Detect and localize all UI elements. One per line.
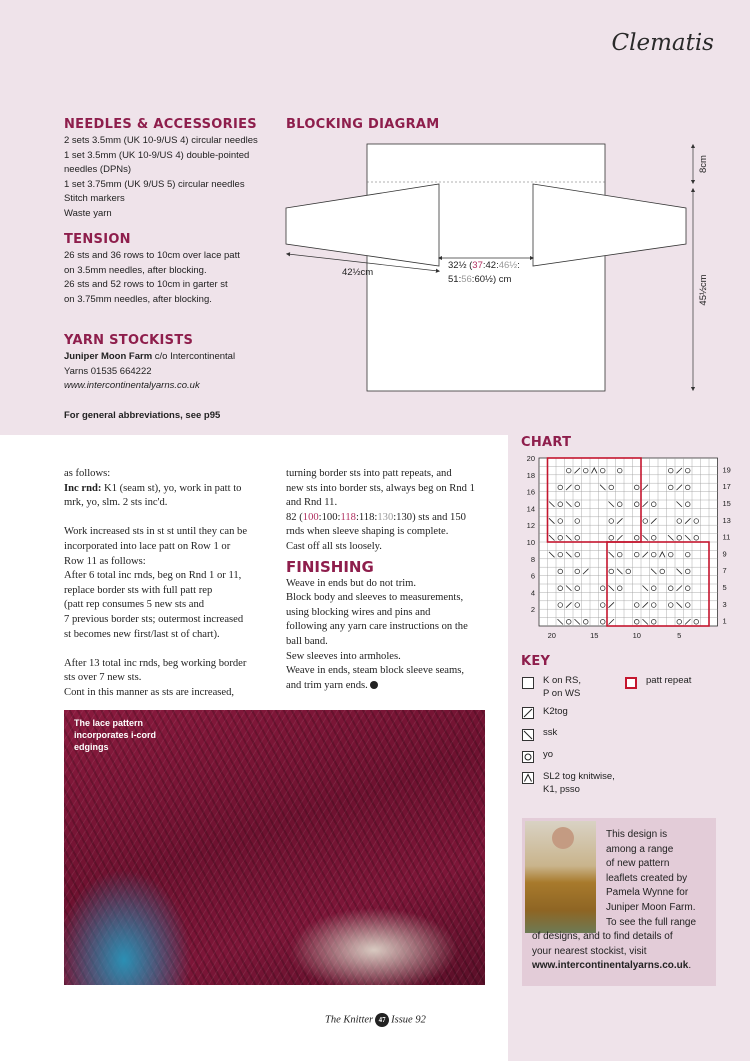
photo-caption-line: The lace pattern bbox=[74, 718, 144, 728]
promo-line: of new pattern bbox=[606, 858, 670, 870]
col2-line: and Rnd 11. bbox=[286, 497, 338, 509]
body-width-part: 37 bbox=[472, 260, 483, 271]
stockist-company: Juniper Moon Farm bbox=[64, 351, 153, 362]
needles-list bbox=[64, 134, 258, 221]
key-sl2-line: SL2 tog knitwise, bbox=[543, 771, 615, 782]
shawl-photo bbox=[64, 710, 485, 985]
key-yo: yo bbox=[543, 749, 554, 760]
needles-line: 2 sets 3.5mm (UK 10-9/US 4) circular needles bbox=[64, 135, 258, 146]
col1-line: (patt rep consumes 5 new sts and bbox=[64, 599, 205, 611]
key-heading: KEY bbox=[521, 654, 551, 669]
col2-line: Weave in ends, steam block sleeve seams, bbox=[286, 665, 465, 677]
col2-line: Cast off all sts loosely. bbox=[286, 540, 382, 552]
col1-line: incorporated into lace patt on Row 1 or bbox=[64, 540, 231, 552]
col2-line: ball band. bbox=[286, 635, 328, 647]
promo-line: of designs, and to find details of bbox=[532, 931, 673, 942]
chart-column-label: 20 bbox=[547, 631, 556, 640]
chart-row-label: 10 bbox=[526, 538, 535, 547]
blocking-heading: BLOCKING DIAGRAM bbox=[286, 117, 440, 132]
tension-line: 26 sts and 36 rows to 10cm over lace patt bbox=[64, 250, 240, 261]
key-k2tog: K2tog bbox=[543, 706, 568, 717]
lace-chart bbox=[512, 452, 744, 644]
chart-row-label: 18 bbox=[526, 470, 535, 480]
chart-row-label: 17 bbox=[722, 482, 731, 492]
stitch-count-line bbox=[286, 511, 475, 526]
col2-line: turning border sts into patt repeats, and bbox=[286, 468, 452, 479]
body-width-part: : bbox=[471, 273, 475, 285]
body-width-part: : bbox=[482, 260, 486, 271]
col2-line: following any yarn care instructions on the bbox=[286, 621, 468, 633]
body-length-label: 45½cm bbox=[698, 274, 709, 306]
promo-line: among a range bbox=[606, 843, 674, 855]
promo-line: This design is bbox=[606, 829, 668, 840]
ssk-icon bbox=[522, 729, 534, 741]
stitch-count-part: 82 ( bbox=[286, 511, 303, 523]
promo-line: leaflets created by bbox=[606, 872, 688, 884]
promo-url-link[interactable]: www.intercontinentalyarns.co.uk bbox=[532, 960, 689, 972]
tension-heading: TENSION bbox=[64, 232, 131, 247]
chart-row-label: 12 bbox=[526, 521, 535, 531]
inc-rnd-label: Inc rnd: bbox=[64, 482, 102, 494]
promo-url-tail: . bbox=[688, 960, 692, 972]
promo-line: your nearest stockist, visit bbox=[532, 945, 647, 957]
right-sleeve-shape bbox=[533, 184, 686, 266]
sleeve-length-label: 42½cm bbox=[342, 267, 374, 278]
page-footer bbox=[325, 1013, 426, 1027]
model-head bbox=[552, 827, 574, 849]
tension-line: 26 sts and 52 rows to 10cm in garter st bbox=[64, 279, 228, 290]
chart-row-label: 3 bbox=[722, 599, 727, 609]
col1-line: as follows: bbox=[64, 468, 111, 479]
stitch-count-part: 100 bbox=[302, 511, 319, 523]
chart-row-label: 13 bbox=[722, 515, 731, 525]
abbreviations-note: For general abbreviations, see p95 bbox=[64, 410, 221, 421]
col1-line: 7 previous border sts; outermost increased bbox=[64, 613, 244, 625]
promo-line: Pamela Wynne for bbox=[606, 887, 689, 899]
footer-issue: Issue 92 bbox=[391, 1014, 426, 1026]
col2-line: Weave in ends but do not trim. bbox=[286, 577, 417, 589]
body-width-part: 42 bbox=[485, 260, 497, 271]
col1-line: After 13 total inc rnds, beg working border bbox=[64, 657, 247, 669]
photo-caption-line: incorporates i-cord bbox=[74, 730, 157, 740]
chart-row-label: 11 bbox=[722, 532, 731, 542]
key-sl2 bbox=[543, 771, 615, 796]
patt-repeat-icon bbox=[625, 677, 637, 689]
key-knit bbox=[543, 675, 581, 700]
chart-row-label: 15 bbox=[722, 499, 731, 508]
stockist-company-suffix: c/o Intercontinental bbox=[152, 351, 236, 362]
col2-line: Block body and sleeves to measurements, bbox=[286, 592, 464, 604]
body-width-part: ) cm bbox=[492, 273, 512, 285]
stockist-phone: Yarns 01535 664222 bbox=[64, 365, 152, 377]
promo-text bbox=[606, 828, 696, 930]
knit-symbol-icon bbox=[522, 677, 534, 689]
chart-row-label: 4 bbox=[530, 588, 535, 598]
left-sleeve-shape bbox=[286, 184, 439, 266]
body-width-part: 51 bbox=[448, 273, 459, 285]
needles-line: Waste yarn bbox=[64, 207, 112, 219]
pattern-column-1 bbox=[64, 467, 247, 701]
col2-line: new sts into border sts, always beg on Rnd 1 bbox=[286, 482, 475, 494]
col2-line: rnds when sleeve shaping is complete. bbox=[286, 526, 449, 538]
key-sl2-line: K1, psso bbox=[543, 783, 580, 795]
key-patt-repeat: patt repeat bbox=[646, 675, 692, 686]
chart-row-label: 16 bbox=[526, 487, 535, 497]
chart-row-label: 7 bbox=[722, 566, 727, 576]
model-photo bbox=[525, 821, 596, 933]
needles-line: 1 set 3.5mm (UK 10-9/US 4) double-pointed bbox=[64, 149, 250, 161]
col2-line: Sew sleeves into armholes. bbox=[286, 650, 401, 662]
chart-row-label: 9 bbox=[722, 549, 727, 559]
k2tog-icon bbox=[522, 707, 534, 719]
chart-row-label: 14 bbox=[526, 504, 535, 514]
stockists-heading: YARN STOCKISTS bbox=[64, 333, 194, 348]
col1-line: Cont in this manner as sts are increased, bbox=[64, 686, 235, 698]
col1-line: Work increased sts in st st until they can be bbox=[64, 526, 248, 538]
col1-line: Row 11 as follows: bbox=[64, 555, 146, 567]
stitch-count-part: :100: bbox=[318, 511, 341, 523]
finishing-heading: FINISHING bbox=[286, 557, 374, 576]
promo-line: Juniper Moon Farm. bbox=[606, 901, 696, 913]
chart-row-label: 2 bbox=[530, 605, 535, 615]
yo-icon bbox=[522, 751, 534, 763]
key-ssk: ssk bbox=[543, 727, 558, 738]
key-knit-line: P on WS bbox=[543, 687, 581, 699]
body-width-part: 46½ bbox=[498, 260, 518, 271]
col1-line: st becomes new first/last st of chart). bbox=[64, 628, 220, 640]
body-width-part: 60½ bbox=[474, 273, 493, 285]
stitch-count-part: 118 bbox=[340, 511, 356, 523]
body-width-part: 56 bbox=[461, 273, 472, 285]
photo-caption-line: edgings bbox=[74, 742, 109, 752]
stockist-url[interactable]: www.intercontinentalyarns.co.uk bbox=[64, 380, 200, 391]
tension-line: on 3.5mm needles, after blocking. bbox=[64, 264, 207, 276]
body-width-part: : bbox=[458, 273, 462, 285]
stitch-count-part: :118: bbox=[355, 511, 378, 523]
col1-line: After 6 total inc rnds, beg on Rnd 1 or 11, bbox=[64, 570, 242, 582]
col1-line: mrk, yo, slm. 2 sts inc'd. bbox=[64, 497, 168, 509]
stockists-text bbox=[64, 350, 235, 394]
promo-box bbox=[522, 818, 716, 986]
body-width-part: : bbox=[496, 260, 499, 271]
chart-row-label: 8 bbox=[530, 554, 535, 564]
chart-column-label: 15 bbox=[590, 631, 599, 640]
chart-row-label: 6 bbox=[530, 571, 535, 581]
chart-column-label: 10 bbox=[632, 631, 641, 640]
footer-magazine: The Knitter bbox=[325, 1014, 374, 1026]
pattern-column-2 bbox=[286, 467, 475, 693]
body-width-part: 32½ ( bbox=[448, 260, 473, 271]
needles-heading: NEEDLES & ACCESSORIES bbox=[64, 117, 257, 132]
chart-row-label: 19 bbox=[722, 465, 731, 475]
page-title: Clematis bbox=[611, 30, 714, 56]
sl2-k1-psso-icon bbox=[522, 772, 534, 784]
chart-row-label: 20 bbox=[526, 454, 535, 463]
key-knit-line: K on RS, bbox=[543, 675, 582, 686]
promo-text-wide bbox=[532, 930, 691, 974]
chart-row-label: 5 bbox=[722, 583, 727, 592]
tension-text bbox=[64, 249, 240, 307]
end-mark-icon bbox=[370, 681, 378, 689]
needles-line: needles (DPNs) bbox=[64, 164, 132, 175]
chart-row-label: 1 bbox=[722, 616, 727, 626]
inc-rnd-text: K1 (seam st), yo, work in patt to bbox=[101, 482, 242, 494]
chart-column-label: 5 bbox=[677, 631, 682, 640]
promo-line: To see the full range bbox=[606, 916, 697, 928]
photo-caption bbox=[74, 717, 156, 753]
chart-heading: CHART bbox=[521, 435, 572, 450]
needles-line: 1 set 3.75mm (UK 9/US 5) circular needles bbox=[64, 178, 245, 190]
col1-line: replace border sts with full patt rep bbox=[64, 584, 213, 596]
col2-line: and trim yarn ends. bbox=[286, 679, 368, 691]
tension-line: on 3.75mm needles, after blocking. bbox=[64, 293, 212, 305]
page-number: 47 bbox=[375, 1013, 389, 1027]
col1-line: sts over 7 new sts. bbox=[64, 672, 142, 684]
col2-line: using blocking wires and pins and bbox=[286, 606, 431, 618]
needles-line: Stitch markers bbox=[64, 193, 125, 204]
body-width-part: : bbox=[517, 260, 520, 271]
stitch-count-part: :130) sts and 150 bbox=[393, 511, 466, 523]
body-width-label bbox=[448, 259, 520, 286]
stitch-count-part: 130 bbox=[377, 511, 394, 523]
top-depth-label: 8cm bbox=[698, 155, 709, 173]
